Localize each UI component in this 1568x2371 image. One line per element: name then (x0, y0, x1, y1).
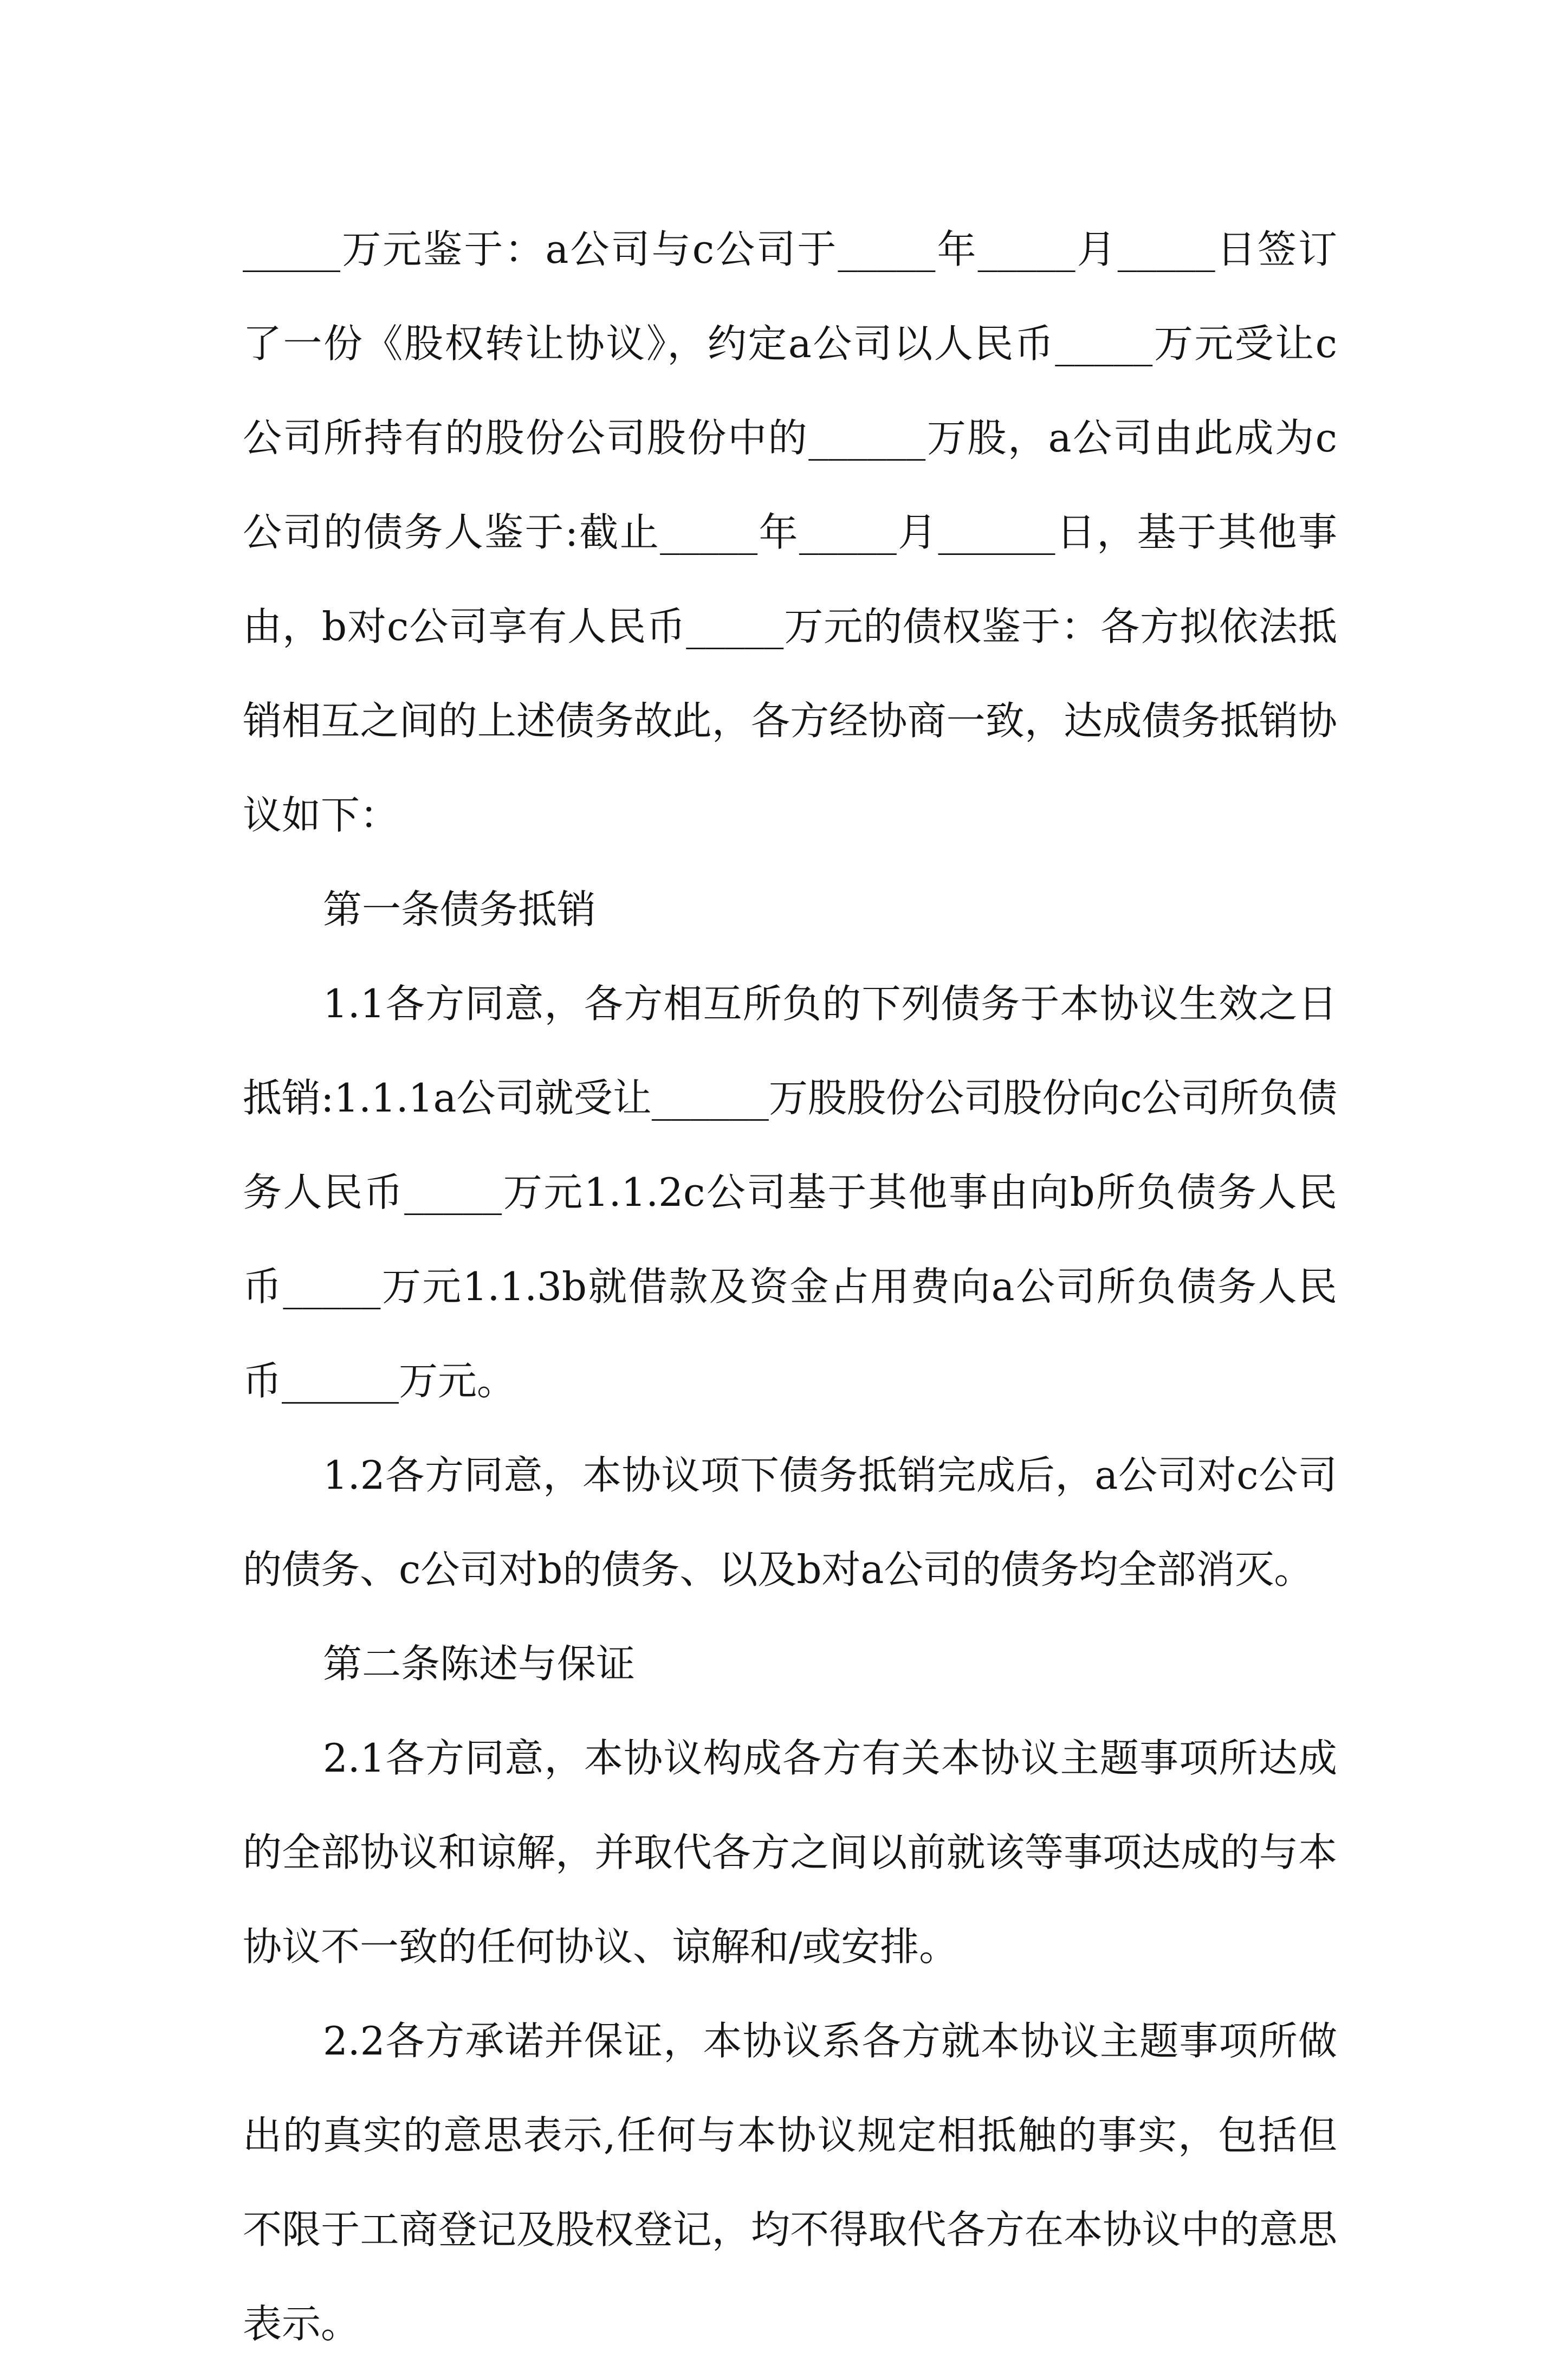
article-1-heading: 第一条债务抵销 (323, 887, 597, 932)
clause-1-1: 1.1各方同意，各方相互所负的下列债务于本协议生效之日抵销:1.1.1a公司就受让______万股股份公司股份向c公司所负债务人民币_____万元1.1.2c公司基于其他事由向b所负债务人民币_____万元1.1.3b就借款及资金占用费向a公司所负债务人民币______万元。 (243, 981, 1337, 1404)
clause-2-2: 2.2各方承诺并保证，本协议系各方就本协议主题事项所做出的真实的意思表示,任何与本协议规定相抵触的事实，包括但不限于工商登记及股权登记，均不得取代各方在本协议中的意思表示。 (243, 2018, 1337, 2347)
document-body (243, 202, 1337, 2371)
clause-2-1: 2.1各方同意，本协议构成各方有关本协议主题事项所达成的全部协议和谅解，并取代各方之间以前就该等事项达成的与本协议不一致的任何协议、谅解和/或安排。 (243, 1735, 1337, 1969)
clause-1-2: 1.2各方同意，本协议项下债务抵销完成后，a公司对c公司的债务、c公司对b的债务、以及b对a公司的债务均全部消灭。 (243, 1452, 1337, 1592)
article-2-heading: 第二条陈述与保证 (323, 1641, 636, 1687)
recitals-paragraph: _____万元鉴于：a公司与c公司于_____年_____月_____日签订了一份《股权转让协议》，约定a公司以人民币_____万元受让c公司所持有的股份公司股份中的______万股，a公司由此成为c公司的债务人鉴于:截止_____年_____月______日，基于其他事由，b对c公司享有人民币_____万元的债权鉴于：各方拟依法抵销相互之间的上述债务故此，各方经协商一致，达成债务抵销协议如下： (243, 227, 1337, 838)
